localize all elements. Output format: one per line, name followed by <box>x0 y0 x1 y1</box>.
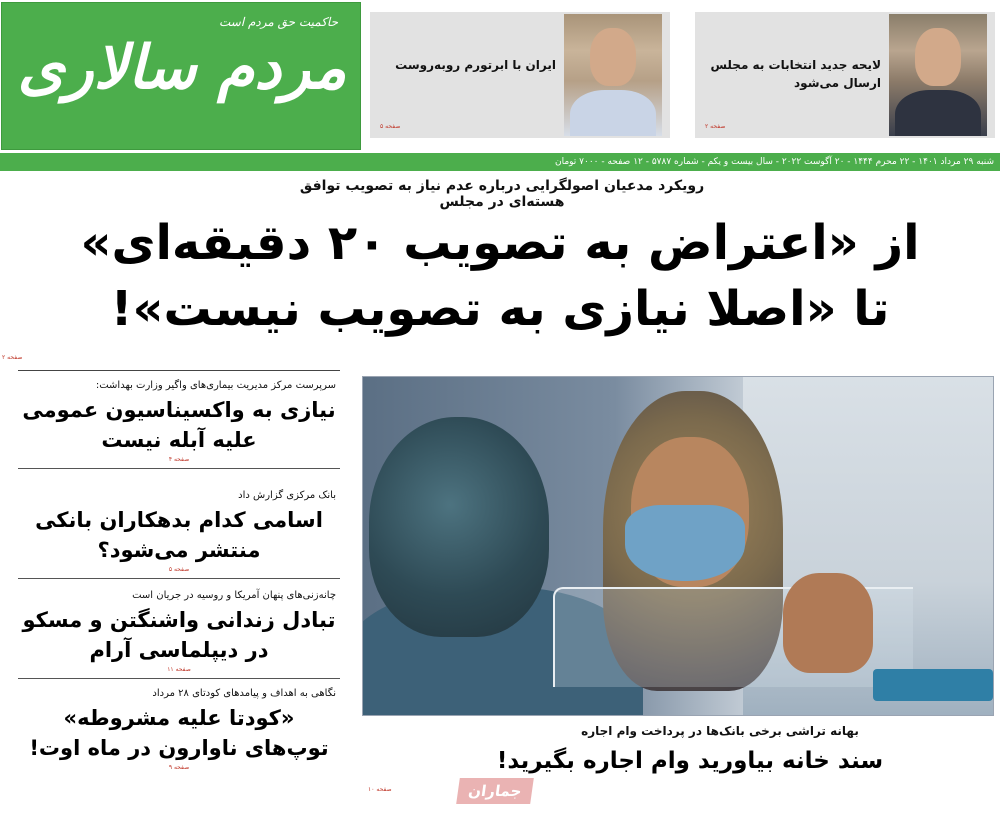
news-kicker: بانک مرکزی گزارش داد <box>238 490 336 501</box>
watermark-logo: جماران <box>456 778 534 804</box>
news-kicker: نگاهی به اهداف و پیامدهای کودتای ۲۸ مرداد <box>152 688 336 699</box>
masthead-logo <box>1 2 361 150</box>
teaser-page-ref: صفحه ۵ <box>380 123 401 130</box>
news-item[interactable] <box>18 589 340 679</box>
portrait-suit <box>895 90 981 136</box>
news-column <box>18 370 340 802</box>
teaser-headline: لایحه جدید انتخابات به مجلس ارسال می‌شود <box>710 58 881 90</box>
main-story-kicker: رویکرد مدعیان اصولگرایی درباره عدم نیاز به تصویب توافق هسته‌ای در مجلس <box>299 178 705 210</box>
news-kicker: سرپرست مرکز مدیریت بیماری‌های واگیر وزارت بهداشت: <box>95 380 336 391</box>
bank-counter-photo[interactable] <box>362 376 994 716</box>
news-item[interactable] <box>18 379 340 469</box>
issue-date-bar: شنبه ۲۹ مرداد ۱۴۰۱ - ۲۲ محرم ۱۴۴۴ - ۲۰ آگوست ۲۰۲۲ - سال بیست و یکم - شماره ۵۷۸۷ - ۱۲ صفحه - ۷۰۰۰ تومان <box>0 153 1000 171</box>
headline-line-2: تا «اصلا نیازی به تصویب نیست»! <box>110 281 890 337</box>
news-title: نیازی به واکسیناسیون عمومی علیه آبله نیست <box>22 398 336 452</box>
news-item[interactable] <box>18 687 340 771</box>
news-title: «کودتا علیه مشروطه» توپ‌های ناوارون در ماه اوت! <box>29 706 329 760</box>
teaser-portrait-photo <box>564 14 662 136</box>
photo-hand <box>783 573 873 673</box>
portrait-face <box>915 28 961 86</box>
teaser-page-ref: صفحه ۲ <box>705 123 726 130</box>
photo-story-title[interactable]: سند خانه بیاورید وام اجاره بگیرید! <box>496 748 884 774</box>
portrait-face <box>590 28 636 86</box>
news-title: تبادل زندانی واشنگتن و مسکو در دیپلماسی آرام <box>22 608 336 662</box>
news-page-ref: صفحه ۴ <box>168 456 190 463</box>
teaser-hyperinflation[interactable] <box>370 12 670 138</box>
news-page-ref: صفحه ۹ <box>168 764 190 771</box>
masthead-name: مردم سالاری <box>17 33 347 103</box>
divider <box>18 468 340 469</box>
main-story-page-ref: صفحه ۲ <box>2 354 23 361</box>
news-page-ref: صفحه ۱۱ <box>167 666 191 673</box>
photo-story-page-ref: صفحه ۱۰ <box>368 786 392 793</box>
photo-worker-head <box>369 417 549 637</box>
news-page-ref: صفحه ۵ <box>168 566 190 573</box>
teaser-election-bill[interactable] <box>695 12 995 138</box>
news-title: اسامی کدام بدهکاران بانکی منتشر می‌شود؟ <box>35 508 323 562</box>
photo-keyboard <box>873 669 993 701</box>
masthead-slogan: حاکمیت حق مردم است <box>219 15 338 29</box>
main-headline[interactable] <box>60 210 940 342</box>
teaser-portrait-photo <box>889 14 987 136</box>
teaser-headline: ایران با ابرتورم روبه‌روست <box>395 58 556 72</box>
headline-line-1: از «اعتراض به تصویب ۲۰ دقیقه‌ای» <box>80 215 920 271</box>
portrait-suit <box>570 90 656 136</box>
news-kicker: چانه‌زنی‌های پنهان آمریکا و روسیه در جریان است <box>132 590 336 601</box>
news-item[interactable] <box>18 489 340 579</box>
photo-face-mask <box>625 505 745 581</box>
divider <box>18 678 340 679</box>
divider <box>18 578 340 579</box>
photo-story-kicker: بهانه تراشی برخی بانک‌ها در پرداخت وام اجاره <box>581 724 859 738</box>
